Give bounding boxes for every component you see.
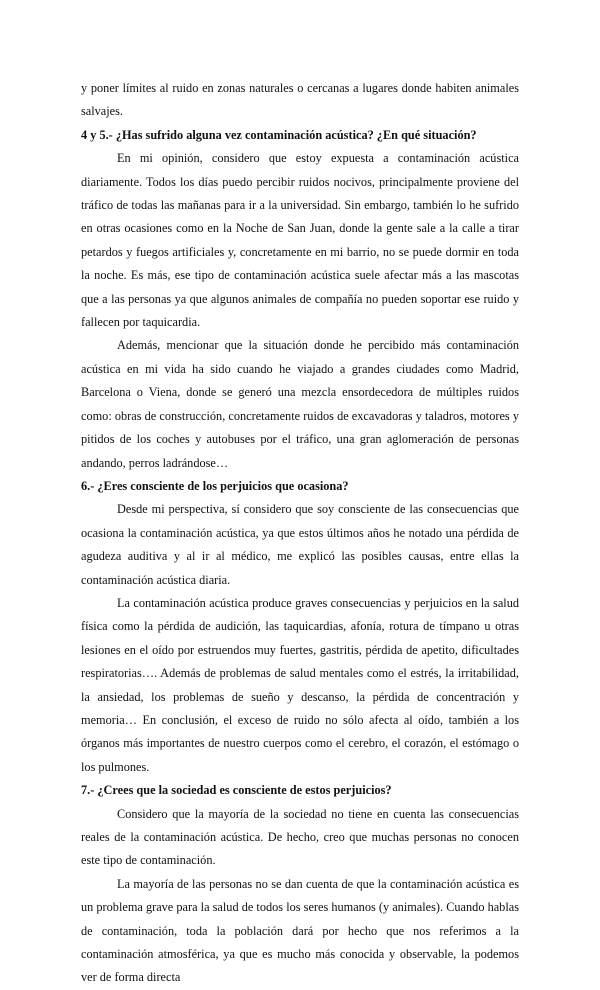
section-heading: 6.- ¿Eres consciente de los perjuicios que ocasiona? [81,478,349,493]
paragraph: y poner límites al ruido en zonas naturales o cercanas a lugares donde habiten animales salvajes. [81,81,519,119]
section-heading: 4 y 5.- ¿Has sufrido alguna vez contaminación acústica? ¿En qué situación? [81,127,477,142]
paragraph: Desde mi perspectiva, sí considero que soy consciente de las consecuencias que ocasiona la contaminación acústica, ya que estos últimos años he notado una pérdida de agudeza auditiva y al ir al médico, me explicó las posibles causas, entre ellas la contaminación acústica diaria. [81,502,519,587]
paragraph: En mi opinión, considero que estoy expuesta a contaminación acústica diariamente. Todos los días puedo percibir ruidos nocivos, principalmente proviene del tráfico de todas las mañanas para ir a la universidad. Sin embargo, también lo he sufrido en otras ocasiones como en la Noche de San Juan, donde la gente sale a la calle a tirar petardos y fuegos artificiales y, concretamente en mi barrio, no se puede dormir en toda la noche. Es más, ese tipo de contaminación acústica suele afectar más a las mascotas que a las personas ya que algunos animales de compañía no pueden soportar ese ruido y fallecen por taquicardia. [81,151,519,330]
paragraph: Considero que la mayoría de la sociedad no tiene en cuenta las consecuencias reales de la contaminación acústica. De hecho, creo que muchas personas no conocen este tipo de contaminación. [81,806,519,868]
document-body [81,77,519,990]
section-heading: 7.- ¿Crees que la sociedad es consciente de estos perjuicios? [81,783,392,798]
paragraph: La mayoría de las personas no se dan cuenta de que la contaminación acústica es un problema grave para la salud de todos los seres humanos (y animales). Cuando hablas de contaminación, toda la población dará por hecho que nos referimos a la contaminación atmosférica, ya que es mucho más conocida y observable, la podemos ver de forma directa [81,876,519,985]
paragraph: Además, mencionar que la situación donde he percibido más contaminación acústica en mi vida ha sido cuando he viajado a grandes ciudades como Madrid, Barcelona o Viena, donde se generó una mezcla ensordecedora de múltiples ruidos como: obras de construcción, concretamente ruidos de excavadoras y taladros, motores y pitidos de los coches y autobuses por el tráfico, una gran aglomeración de personas andando, perros ladrándose… [81,338,519,470]
paragraph: La contaminación acústica produce graves consecuencias y perjuicios en la salud física como la pérdida de audición, las taquicardias, afonía, rotura de tímpano u otras lesiones en el oído por estruendos muy fuertes, gastritis, pérdida de apetito, dificultades respiratorias…. Además de problemas de salud mentales como el estrés, la irritabilidad, la ansiedad, los problemas de sueño y descanso, la pérdida de concentración y memoria… En conclusión, el exceso de ruido no sólo afecta al oído, también a los órganos más importantes de nuestro cuerpos como el cerebro, el corazón, el estómago o los pulmones. [81,595,519,774]
